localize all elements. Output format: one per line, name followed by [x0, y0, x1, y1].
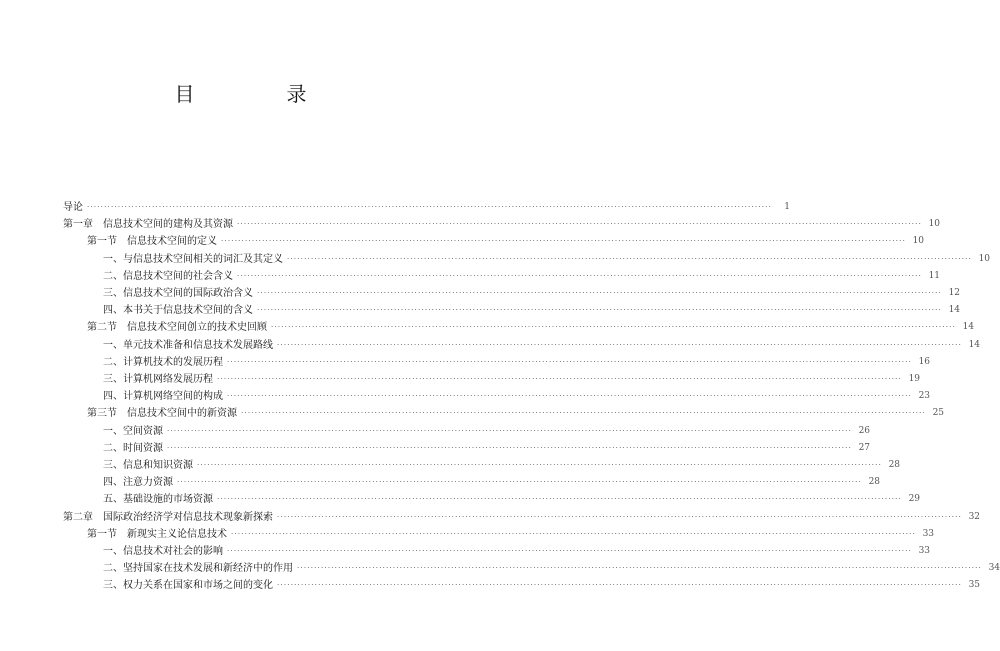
toc-entry[interactable] [63, 216, 941, 233]
toc-leader-dots: ········································································································································································································ [237, 220, 923, 229]
toc-entry[interactable] [103, 577, 981, 594]
toc-entry-label: 第二章 国际政治经济学对信息技术现象新探索 [63, 511, 273, 523]
toc-entry[interactable] [103, 560, 1000, 577]
toc-entry[interactable] [103, 388, 931, 405]
toc-leader-dots: ········································································································································································································ [167, 426, 853, 435]
toc-page-number: 14 [962, 322, 975, 333]
toc-entry-label: 二、信息技术空间的社会含义 [103, 270, 233, 282]
toc-leader-dots: ········································································································································································································ [227, 547, 913, 555]
toc-leader-dots: ········································································································································································································ [87, 203, 773, 211]
toc-page-number: 27 [858, 442, 871, 453]
toc-entry[interactable] [103, 543, 931, 560]
toc-page-number: 14 [968, 339, 981, 350]
toc-page-number: 28 [888, 460, 901, 470]
page-title: 目 录 [174, 82, 343, 106]
toc-entry-label: 五、基础设施的市场资源 [103, 494, 213, 506]
toc-entry-label: 二、时间资源 [103, 442, 163, 454]
toc-page-number: 32 [968, 511, 981, 522]
toc-page-number: 33 [918, 546, 931, 556]
toc-entry-label: 第二节 信息技术空间创立的技术史回顾 [87, 322, 267, 334]
toc-leader-dots: ········································································································································································································ [241, 409, 927, 418]
toc-page-number: 19 [908, 374, 921, 384]
toc-entry[interactable] [87, 233, 925, 250]
toc-page-number: 25 [932, 408, 945, 419]
toc-leader-dots: ········································································································································································································ [277, 340, 963, 349]
toc-leader-dots: ········································································································································································································ [197, 461, 883, 469]
toc-page-number: 12 [948, 288, 961, 298]
toc-leader-dots: ········································································································································································································ [167, 443, 853, 452]
toc-entry[interactable] [103, 302, 961, 319]
toc-entry-label: 三、计算机网络发展历程 [103, 374, 213, 385]
toc-entry-label: 三、信息技术空间的国际政治含义 [103, 288, 253, 299]
toc-entry[interactable] [103, 251, 991, 268]
toc-entry[interactable] [103, 457, 901, 474]
toc-entry-label: 一、信息技术对社会的影响 [103, 546, 223, 557]
toc-entry-label: 一、单元技术准备和信息技术发展路线 [103, 339, 273, 351]
toc-page-number: 23 [918, 391, 931, 402]
toc-leader-dots: ········································································································································································································ [257, 289, 943, 297]
toc-entry[interactable] [87, 526, 935, 543]
toc-page-number: 1 [784, 202, 791, 212]
toc-leader-dots: ········································································································································································································ [297, 564, 983, 573]
toc-page-number: 10 [928, 219, 941, 230]
toc-leader-dots: ········································································································································································································ [217, 375, 903, 383]
toc-leader-dots: ········································································································································································································ [237, 271, 923, 280]
toc-entry-label: 四、本书关于信息技术空间的含义 [103, 305, 253, 317]
toc-page-number: 29 [908, 494, 921, 505]
toc-entry-label: 第一节 新现实主义论信息技术 [87, 528, 227, 540]
toc-page-number: 11 [928, 270, 941, 281]
toc-page-number: 10 [912, 236, 925, 247]
toc-entry[interactable] [63, 509, 981, 526]
toc-page-number: 28 [868, 477, 881, 488]
toc-entry-label: 第三节 信息技术空间中的新资源 [87, 408, 237, 420]
toc-leader-dots: ········································································································································································································ [287, 254, 973, 263]
toc-leader-dots: ········································································································································································································ [277, 512, 963, 521]
toc-entry[interactable] [103, 285, 961, 302]
toc-entry[interactable] [103, 491, 921, 508]
toc-page-number: 26 [858, 425, 871, 436]
toc-entry[interactable] [63, 199, 791, 216]
toc-entry-label: 一、与信息技术空间相关的词汇及其定义 [103, 253, 283, 265]
toc-entry-label: 四、注意力资源 [103, 477, 173, 489]
toc-entry-label: 三、权力关系在国家和市场之间的变化 [103, 580, 273, 592]
toc-page-number: 34 [988, 563, 1000, 574]
toc-entry-label: 三、信息和知识资源 [103, 460, 193, 471]
toc-entry-label: 第一章 信息技术空间的建构及其资源 [63, 219, 233, 231]
toc-leader-dots: ········································································································································································································ [177, 478, 863, 487]
toc-leader-dots: ········································································································································································································ [217, 495, 903, 504]
toc-entry[interactable] [87, 319, 975, 336]
toc-leader-dots: ········································································································································································································ [277, 581, 963, 590]
toc-page-number: 35 [968, 580, 981, 591]
toc-leader-dots: ········································································································································································································ [271, 323, 957, 332]
toc-leader-dots: ········································································································································································································ [227, 357, 913, 366]
toc-entry[interactable] [103, 354, 931, 371]
toc-page-number: 16 [918, 356, 931, 367]
toc-entry-label: 导论 [63, 202, 83, 213]
toc-entry[interactable] [103, 423, 871, 440]
toc-page-number: 10 [978, 253, 991, 264]
toc-leader-dots: ········································································································································································································ [221, 237, 907, 246]
toc-leader-dots: ········································································································································································································ [257, 306, 943, 315]
toc-entry[interactable] [103, 268, 941, 285]
toc-entry-label: 第一节 信息技术空间的定义 [87, 236, 217, 248]
toc-entry-label: 四、计算机网络空间的构成 [103, 391, 223, 403]
toc-entry-label: 二、坚持国家在技术发展和新经济中的作用 [103, 563, 293, 575]
toc-entry-label: 二、计算机技术的发展历程 [103, 356, 223, 368]
toc-entry[interactable] [103, 371, 921, 388]
toc-leader-dots: ········································································································································································································ [231, 529, 917, 538]
toc-entry[interactable] [87, 405, 945, 422]
toc-entry[interactable] [103, 337, 981, 354]
toc-entry[interactable] [103, 474, 881, 491]
toc-page-number: 33 [922, 528, 935, 539]
toc-leader-dots: ········································································································································································································ [227, 392, 913, 401]
toc-entry[interactable] [103, 440, 871, 457]
toc-page-number: 14 [948, 305, 961, 316]
toc-entry-label: 一、空间资源 [103, 425, 163, 437]
